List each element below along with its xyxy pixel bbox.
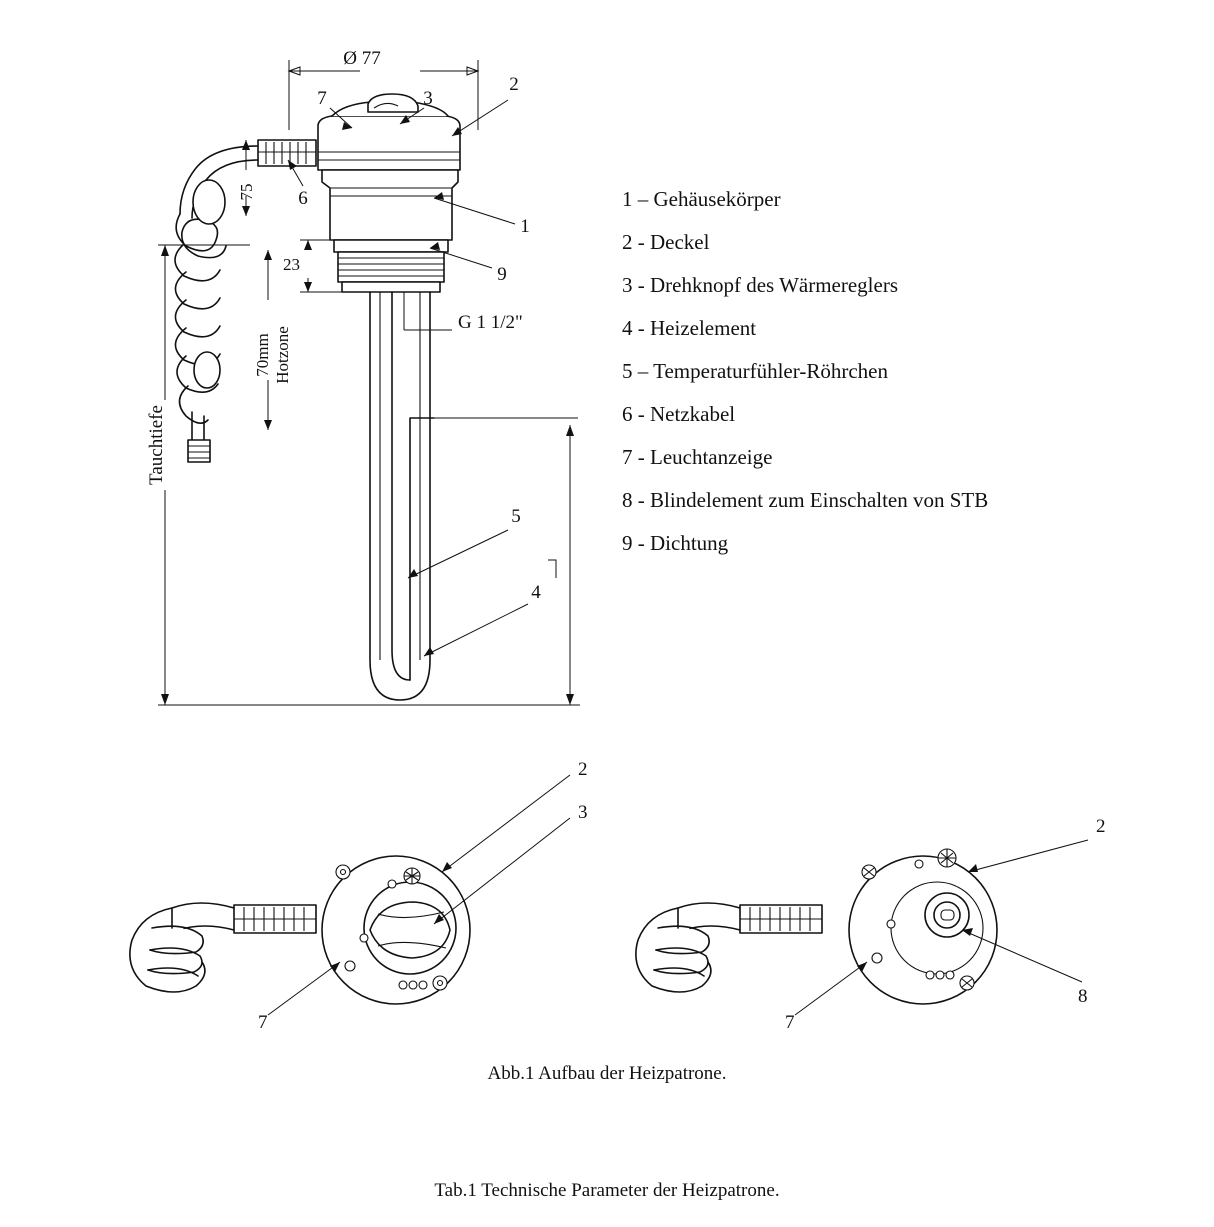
legend-item-5: 5 – Temperaturfühler-Röhrchen <box>622 359 888 383</box>
label-immersion-depth: Tauchtiefe <box>146 405 167 485</box>
bottom-left-view <box>130 759 588 1033</box>
legend-list <box>622 178 1142 565</box>
callout-label-9: 9 <box>497 264 507 285</box>
callout-bl-7: 7 <box>258 1012 268 1033</box>
dimension-23 <box>283 240 342 292</box>
housing-cap <box>318 94 460 170</box>
callout-6-top <box>288 160 308 209</box>
legend-item-3: 3 - Drehknopf des Wärmereglers <box>622 273 899 297</box>
bottom-right-view <box>636 816 1106 1033</box>
callout-label-4: 4 <box>531 582 541 603</box>
label-thread-size: G 1 1/2" <box>458 312 523 333</box>
legend-item-1: 1 – Gehäusekörper <box>622 187 781 211</box>
heating-element <box>370 292 434 700</box>
callout-label-3: 3 <box>423 88 433 109</box>
dimension-75 <box>237 140 256 216</box>
callout-label-2: 2 <box>509 74 519 95</box>
callout-label-5: 5 <box>511 506 521 527</box>
cable-gland <box>258 140 316 166</box>
legend-item-8: 8 - Blindelement zum Einschalten von STB <box>622 488 989 512</box>
legend-item-7: 7 - Leuchtanzeige <box>622 445 773 469</box>
callout-label-1: 1 <box>520 216 530 237</box>
dim-label-diameter: Ø 77 <box>343 48 381 69</box>
legend-item-2: 2 - Deckel <box>622 230 710 254</box>
callout-br-7: 7 <box>785 1012 795 1033</box>
label-hotzone-value: 70mm <box>253 333 272 377</box>
housing-body <box>322 170 458 240</box>
figure-caption: Abb.1 Aufbau der Heizpatrone. <box>487 1063 727 1084</box>
dim-label-75: 75 <box>237 183 256 201</box>
thread-callout <box>404 292 523 333</box>
legend-item-4: 4 - Heizelement <box>622 316 757 340</box>
callout-4-top <box>424 582 541 656</box>
label-hotzone-text: Hotzone <box>273 326 292 384</box>
callout-label-7: 7 <box>317 88 327 109</box>
callout-br-2: 2 <box>1096 816 1106 837</box>
callout-bl-2: 2 <box>578 759 588 780</box>
callout-br-8: 8 <box>1078 986 1088 1007</box>
callout-bl-3: 3 <box>578 802 588 823</box>
table-caption: Tab.1 Technische Parameter der Heizpatrone. <box>434 1180 780 1201</box>
callout-label-6: 6 <box>298 188 308 209</box>
dim-label-23: 23 <box>283 255 300 274</box>
dimension-hotzone <box>253 250 292 430</box>
legend-item-6: 6 - Netzkabel <box>622 402 736 426</box>
callout-5-top <box>408 506 521 578</box>
callout-2-top <box>452 74 519 136</box>
legend-item-9: 9 - Dichtung <box>622 531 729 555</box>
